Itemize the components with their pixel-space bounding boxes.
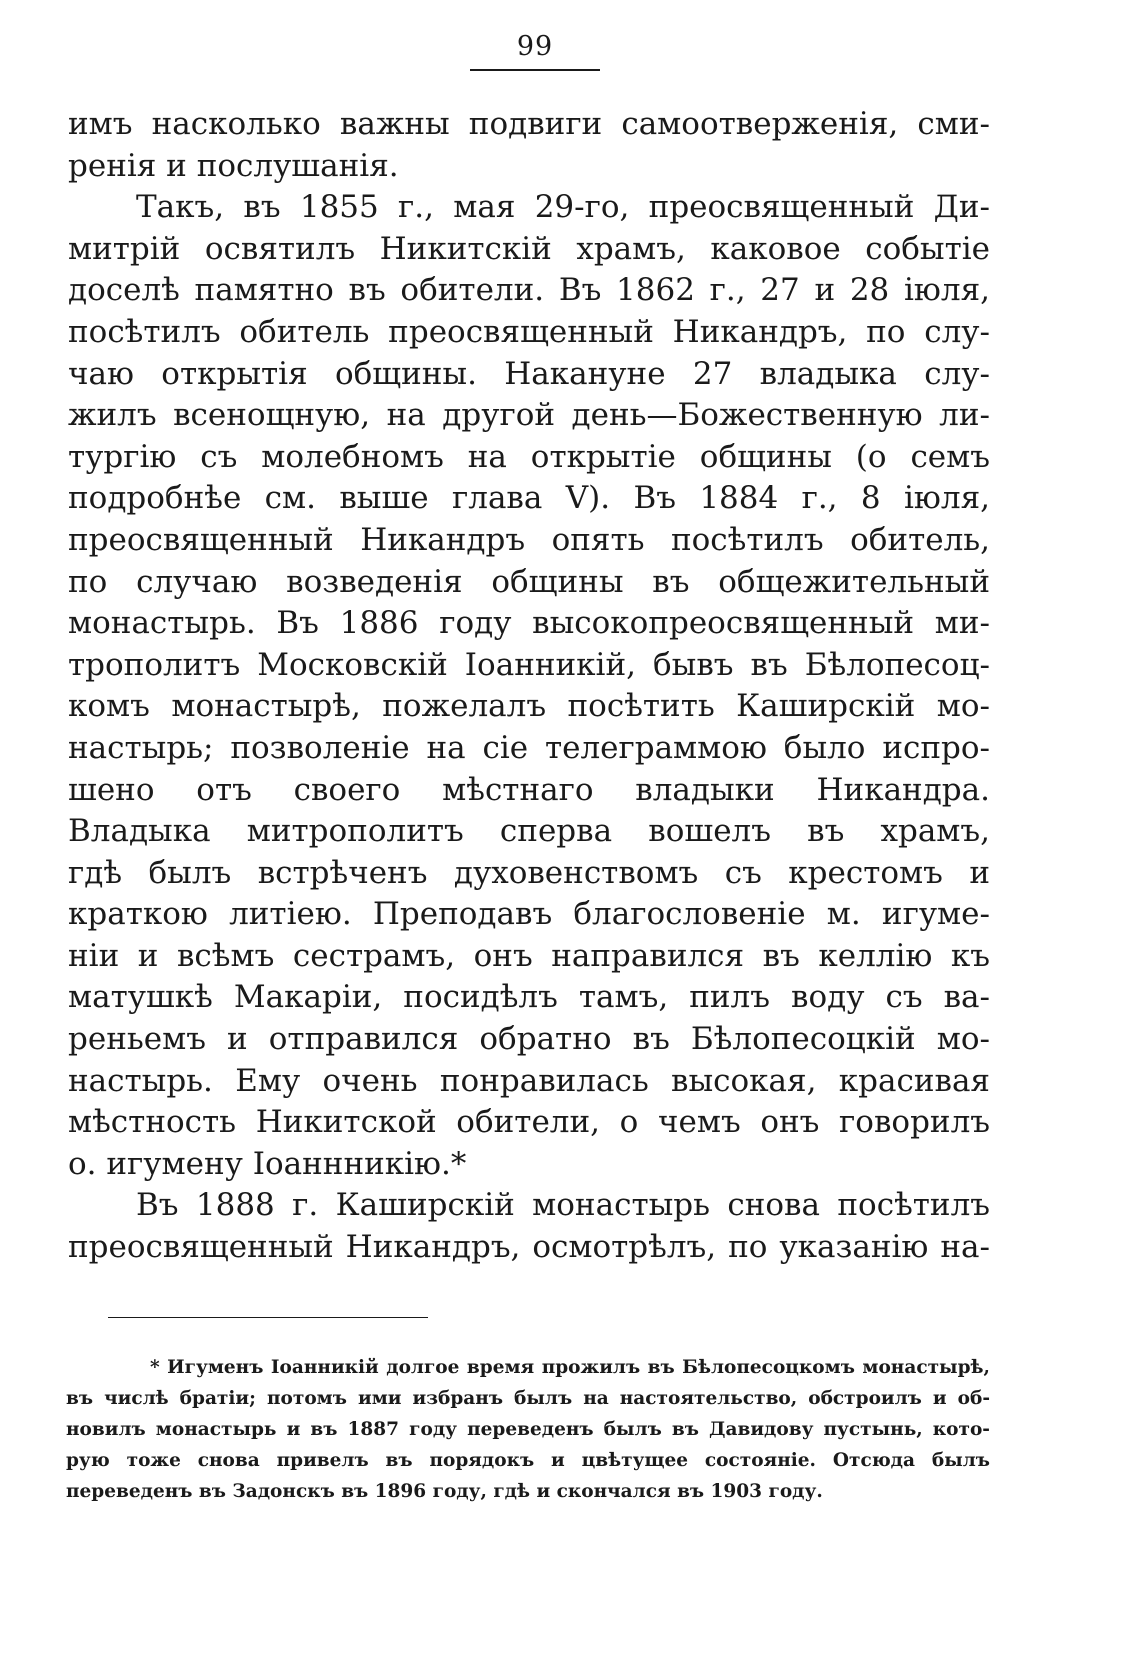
text-line: мѣстность Никитской обители, о чемъ онъ говорилъ	[68, 1104, 990, 1141]
text-line: ніи и всѣмъ сестрамъ, онъ направился въ келлію къ	[68, 937, 990, 974]
text-line: тургію съ молебномъ на открытіе общины (о семъ	[68, 438, 990, 475]
text-line: подробнѣе см. выше глава V). Въ 1884 г., 8 іюля,	[68, 480, 990, 517]
text-line: ренія и послушанія.	[68, 147, 399, 184]
footnote-line: * Игуменъ Іоанникій долгое время прожилъ въ Бѣлопесоцкомъ монастырѣ,	[150, 1357, 990, 1378]
text-line: Въ 1888 г. Каширскій монастырь снова посѣтилъ	[136, 1187, 990, 1224]
text-line: по случаю возведенія общины въ общежительный	[68, 563, 990, 600]
footnote-rule	[108, 1317, 428, 1318]
text-line: настырь; позволеніе на сіе телеграммою было испро-	[68, 729, 990, 766]
text-line: чаю открытія общины. Накануне 27 владыка слу-	[68, 355, 990, 392]
text-line: доселѣ памятно въ обители. Въ 1862 г., 27 и 28 іюля,	[68, 272, 990, 309]
text-line: краткою литіею. Преподавъ благословеніе м. игуме-	[68, 896, 990, 933]
text-line: о. игумену Іоаннникію.*	[68, 1145, 467, 1182]
footnote-line: въ числѣ братіи; потомъ ими избранъ былъ на настоятельство, обстроилъ и об-	[66, 1388, 990, 1409]
text-line: трополитъ Московскій Іоанникій, бывъ въ Бѣлопесоц-	[68, 646, 990, 683]
text-line: комъ монастырѣ, пожелалъ посѣтить Каширскій мо-	[68, 688, 990, 725]
text-line: настырь. Ему очень понравилась высокая, красивая	[68, 1062, 990, 1099]
page-number: 99	[516, 31, 554, 62]
footnote	[66, 1352, 990, 1507]
footnote-line: новилъ монастырь и въ 1887 году переведенъ былъ въ Давидову пустынь, кото-	[66, 1419, 990, 1440]
text-line: преосвященный Никандръ опять посѣтилъ обитель,	[68, 521, 990, 558]
header-rule	[470, 69, 600, 71]
text-line: Такъ, въ 1855 г., мая 29-го, преосвященный Ди-	[136, 189, 990, 226]
footnote-line: переведенъ въ Задонскъ въ 1896 году, гдѣ и скончался въ 1903 году.	[66, 1481, 823, 1502]
text-line: монастырь. Въ 1886 году высокопреосвященный ми-	[68, 605, 990, 642]
text-line: шено отъ своего мѣстнаго владыки Никандра.	[68, 771, 990, 808]
main-text	[68, 104, 990, 1269]
footnote-line: рую тоже снова привелъ въ порядокъ и цвѣтущее состояніе. Отсюда былъ	[66, 1450, 990, 1471]
text-line: посѣтилъ обитель преосвященный Никандръ, по слу-	[68, 313, 990, 350]
text-line: реньемъ и отправился обратно въ Бѣлопесоцкій мо-	[68, 1021, 990, 1058]
text-line: преосвященный Никандръ, осмотрѣлъ, по указанію на-	[68, 1229, 990, 1266]
text-line: Владыка митрополитъ сперва вошелъ въ храмъ,	[68, 813, 990, 850]
text-line: жилъ всенощную, на другой день—Божественную ли-	[68, 397, 990, 434]
text-line: митрій освятилъ Никитскій храмъ, каковое событіе	[68, 230, 990, 267]
text-line: матушкѣ Макаріи, посидѣлъ тамъ, пилъ воду съ ва-	[68, 979, 990, 1016]
text-line: имъ насколько важны подвиги самоотверженія, сми-	[68, 106, 990, 142]
text-line: гдѣ былъ встрѣченъ духовенствомъ съ крестомъ и	[68, 854, 990, 891]
